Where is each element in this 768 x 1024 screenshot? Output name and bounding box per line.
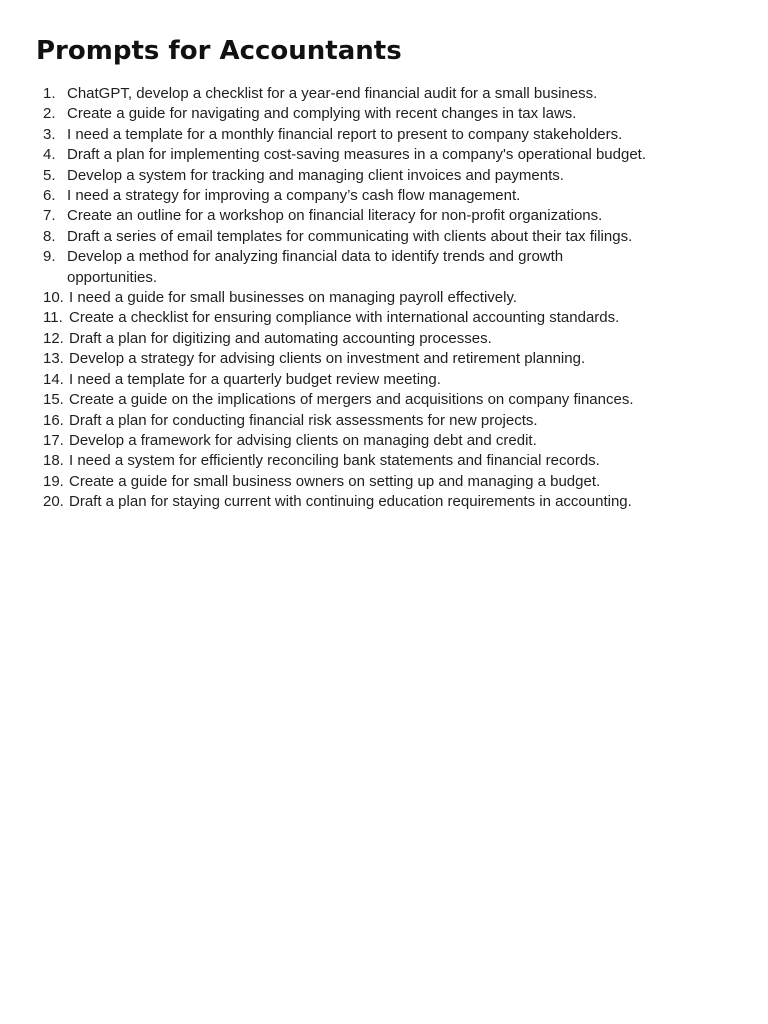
item-number: 18. — [43, 452, 64, 470]
item-number: 12. — [43, 329, 64, 347]
list-item — [43, 390, 743, 410]
item-text: I need a guide for small businesses on managing payroll effectively. — [69, 289, 518, 307]
list-item — [43, 472, 743, 492]
list-item — [43, 411, 743, 431]
item-text: I need a system for efficiently reconciling bank statements and financial records. — [69, 452, 600, 470]
item-number: 13. — [43, 350, 64, 368]
item-number: 1. — [43, 85, 56, 102]
list-item — [43, 329, 743, 349]
list-item — [43, 451, 743, 471]
prompt-list — [43, 84, 743, 513]
item-number: 5. — [43, 166, 56, 184]
list-item — [43, 492, 743, 512]
item-text: Draft a series of email templates for communicating with clients about their tax filings. — [67, 227, 633, 245]
list-item — [43, 84, 743, 104]
item-number: 3. — [43, 125, 56, 143]
list-item — [43, 288, 743, 308]
item-number: 9. — [43, 248, 56, 266]
item-number: 8. — [43, 227, 56, 245]
item-text: Create an outline for a workshop on financial literacy for non-profit organizations. — [67, 207, 603, 225]
item-text: Develop a method for analyzing financial data to identify trends and growth opportunities. — [67, 248, 564, 286]
item-number: 17. — [43, 431, 64, 449]
item-number: 10. — [43, 289, 64, 307]
list-item — [43, 145, 743, 165]
item-text: Draft a plan for staying current with continuing education requirements in accounting. — [69, 493, 632, 511]
page-title: Prompts for Accountants — [36, 36, 402, 66]
item-text: I need a template for a quarterly budget review meeting. — [69, 370, 441, 388]
list-item — [43, 349, 743, 369]
list-item — [43, 206, 743, 226]
item-text: ChatGPT, develop a checklist for a year-end financial audit for a small business. — [67, 85, 598, 102]
item-number: 16. — [43, 411, 64, 429]
item-text: Create a checklist for ensuring compliance with international accounting standards. — [69, 309, 620, 327]
list-item — [43, 125, 743, 145]
item-number: 14. — [43, 370, 64, 388]
list-item — [43, 370, 743, 390]
item-text: Develop a system for tracking and managing client invoices and payments. — [67, 166, 564, 184]
list-item — [43, 431, 743, 451]
item-text: Create a guide for navigating and complying with recent changes in tax laws. — [67, 105, 577, 123]
list-item — [43, 166, 743, 186]
item-text: Develop a strategy for advising clients on investment and retirement planning. — [69, 350, 586, 368]
item-text: Develop a framework for advising clients on managing debt and credit. — [69, 431, 537, 449]
item-number: 20. — [43, 493, 64, 511]
item-number: 2. — [43, 105, 56, 123]
item-number: 6. — [43, 187, 56, 205]
item-text: Create a guide for small business owners on setting up and managing a budget. — [69, 472, 601, 490]
list-item — [43, 186, 743, 206]
list-item — [43, 227, 743, 247]
item-number: 11. — [43, 309, 63, 327]
item-text: I need a template for a monthly financial report to present to company stakeholders. — [67, 125, 623, 143]
item-text: Draft a plan for implementing cost-saving measures in a company's operational budget. — [67, 146, 647, 164]
item-number: 7. — [43, 207, 56, 225]
list-item — [43, 247, 743, 288]
item-number: 4. — [43, 146, 56, 164]
item-text: Draft a plan for digitizing and automating accounting processes. — [69, 329, 492, 347]
list-item — [43, 104, 743, 124]
item-text: Create a guide on the implications of mergers and acquisitions on company finances. — [69, 391, 634, 409]
list-item — [43, 308, 743, 328]
item-number: 15. — [43, 391, 64, 409]
item-text: Draft a plan for conducting financial risk assessments for new projects. — [69, 411, 538, 429]
item-number: 19. — [43, 472, 64, 490]
item-text: I need a strategy for improving a company’s cash flow management. — [67, 187, 521, 205]
